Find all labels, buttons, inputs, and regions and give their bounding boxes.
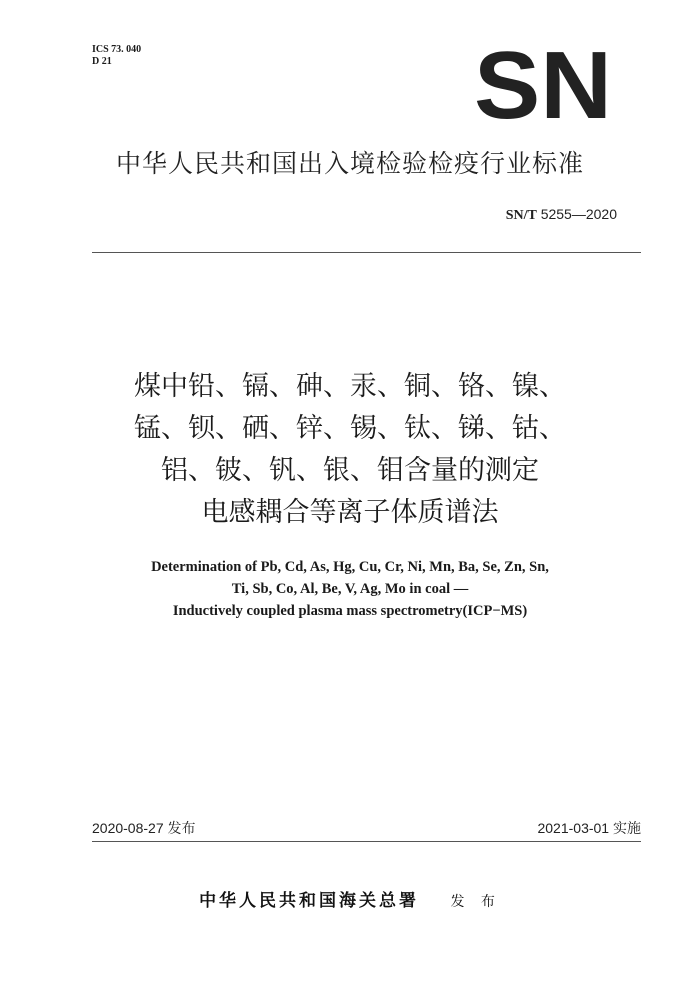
english-title [0, 556, 700, 622]
standard-category-title: 中华人民共和国出入境检验检疫行业标准 [115, 149, 584, 178]
english-title-line: Ti, Sb, Co, Al, Be, V, Ag, Mo in coal — [231, 581, 469, 597]
chinese-title-line: 电感耦合等离子体质谱法 [201, 497, 499, 528]
issue-action: 发 布 [450, 894, 501, 910]
standard-number-prefix: SN/T [505, 208, 537, 223]
standard-number [506, 206, 617, 224]
chinese-title-line: 锰、钡、硒、锌、锡、钛、锑、钴、 [134, 413, 566, 444]
chinese-title-line: 煤中铅、镉、砷、汞、铜、铬、镍、 [134, 371, 566, 402]
implementation-date: 2021-03-01 实施 [537, 820, 641, 836]
bottom-divider [92, 841, 641, 842]
standard-number-value: 5255—2020 [540, 206, 617, 222]
issuing-organization: 中华人民共和国海关总署 [199, 891, 420, 911]
issuer [0, 886, 700, 911]
ics-code [92, 44, 141, 56]
issue-date: 2020-08-27 发布 [92, 820, 196, 836]
top-divider [92, 252, 641, 253]
chinese-title [0, 366, 700, 534]
ccs-code [92, 56, 141, 68]
ics-code-text: ICS 73. 040 [92, 44, 142, 55]
sn-logo [474, 48, 612, 122]
ccs-code-text: D 21 [92, 56, 112, 67]
english-title-line: Inductively coupled plasma mass spectrometry(ICP−MS) [172, 603, 528, 619]
english-title-line: Determination of Pb, Cd, As, Hg, Cu, Cr, Ni, Mn, Ba, Se, Zn, Sn, [151, 559, 549, 575]
sn-logo-text: SN [474, 48, 612, 122]
classification-codes [92, 44, 141, 68]
chinese-title-line: 铝、铍、钒、银、钼含量的测定 [161, 455, 539, 486]
